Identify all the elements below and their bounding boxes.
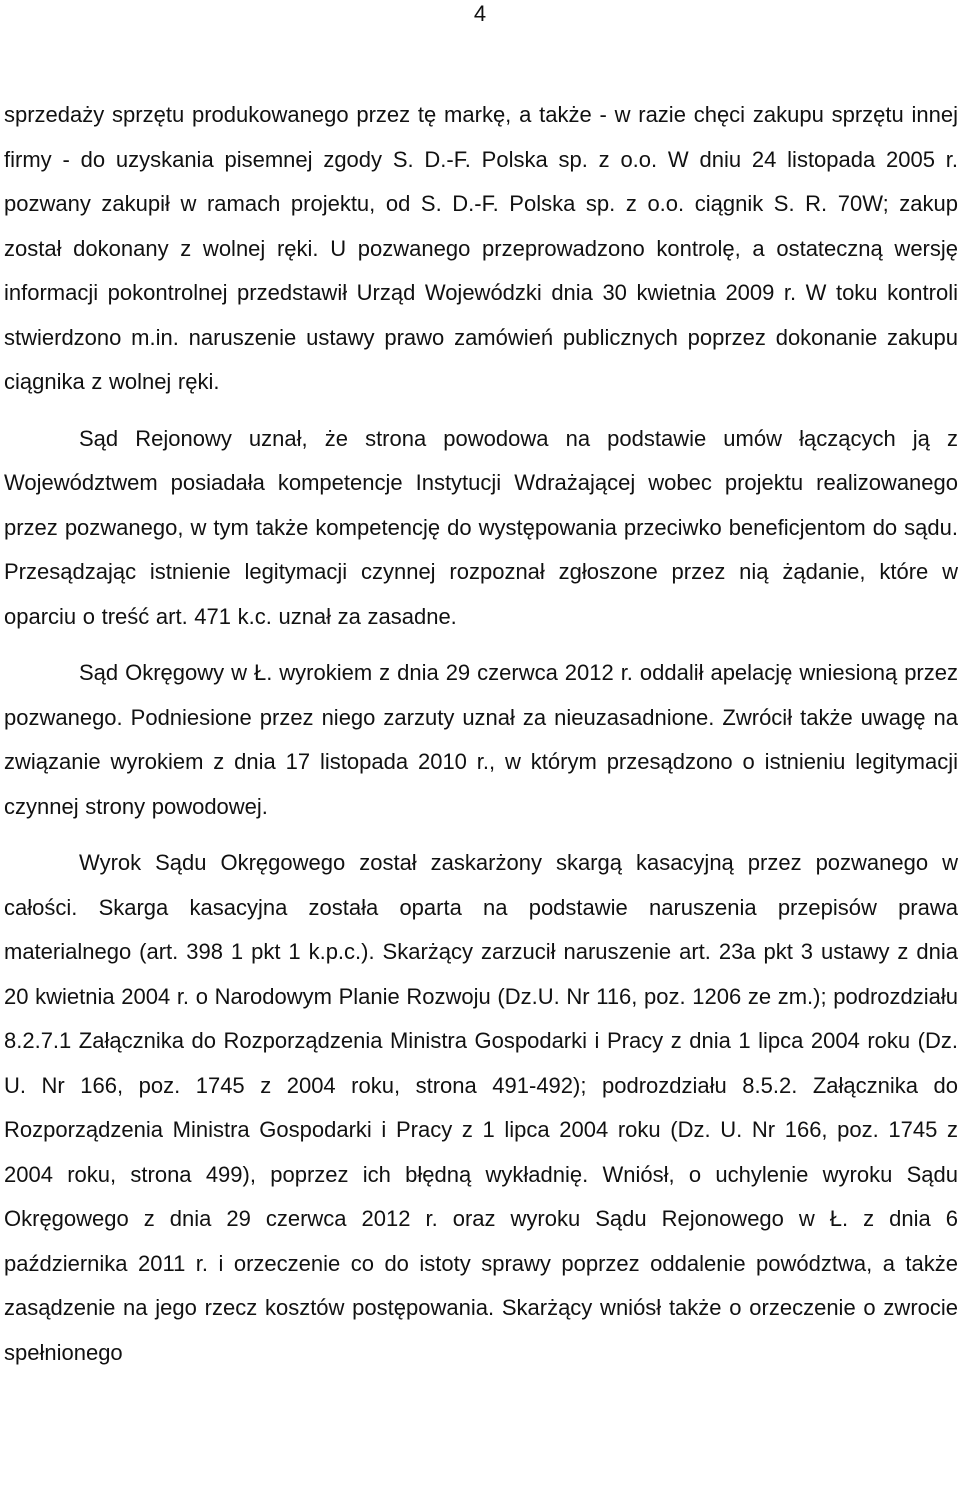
document-body bbox=[4, 93, 958, 1375]
paragraph-2: Sąd Rejonowy uznał, że strona powodowa na podstawie umów łączących ją z Województwem posiadała kompetencje Instytucji Wdrażającej wobec projektu realizowanego przez pozwanego, w tym także kompetencję do występowania przeciwko beneficjentom do sądu. Przesądzając istnienie legitymacji czynnej rozpoznał zgłoszone przez nią żądanie, które w oparciu o treść art. 471 k.c. uznał za zasadne. bbox=[4, 425, 958, 629]
paragraph-1: sprzedaży sprzętu produkowanego przez tę markę, a także - w razie chęci zakupu sprzętu innej firmy - do uzyskania pisemnej zgody S. D.-F. Polska sp. z o.o. W dniu 24 listopada 2005 r. pozwany zakupił w ramach projektu, od S. D.-F. Polska sp. z o.o. ciągnik S. R. 70W; zakup został dokonany z wolnej ręki. U pozwanego przeprowadzono kontrolę, a ostateczną wersję informacji pokontrolnej przedstawił Urząd Wojewódzki dnia 30 kwietnia 2009 r. W toku kontroli stwierdzono m.in. naruszenie ustawy prawo zamówień publicznych poprzez dokonanie zakupu ciągnika z wolnej ręki. bbox=[4, 102, 958, 394]
paragraph-4: Wyrok Sądu Okręgowego został zaskarżony skargą kasacyjną przez pozwanego w całości. Skarga kasacyjna została oparta na podstawie naruszenia przepisów prawa materialnego (art. 398 1 pkt 1 k.p.c.). Skarżący zarzucił naruszenie art. 23a pkt 3 ustawy z dnia 20 kwietnia 2004 r. o Narodowym Planie Rozwoju (Dz.U. Nr 116, poz. 1206 ze zm.); podrozdziału 8.2.7.1 Załącznika do Rozporządzenia Ministra Gospodarki i Pracy z dnia 1 lipca 2004 roku (Dz. U. Nr 166, poz. 1745 z 2004 roku, strona 491-492); podrozdziału 8.5.2. Załącznika do Rozporządzenia Ministra Gospodarki i Pracy z 1 lipca 2004 roku (Dz. U. Nr 166, poz. 1745 z 2004 roku, strona 499), poprzez ich błędną wykładnię. Wniósł, o uchylenie wyroku Sądu Okręgowego z dnia 29 czerwca 2012 r. oraz wyroku Sądu Rejonowego w Ł. z dnia 6 października 2011 r. i orzeczenie co do istoty sprawy poprzez oddalenie powództwa, a także zasądzenie na jego rzecz kosztów postępowania. Skarżący wniósł także o orzeczenie o zwrocie spełnionego bbox=[4, 850, 958, 1365]
page-number: 4 bbox=[473, 1, 487, 26]
paragraph-3: Sąd Okręgowy w Ł. wyrokiem z dnia 29 czerwca 2012 r. oddalił apelację wniesioną przez pozwanego. Podniesione przez niego zarzuty uznał za nieuzasadnione. Zwrócił także uwagę na związanie wyrokiem z dnia 17 listopada 2010 r., w którym przesądzono o istnieniu legitymacji czynnej strony powodowej. bbox=[4, 660, 958, 819]
